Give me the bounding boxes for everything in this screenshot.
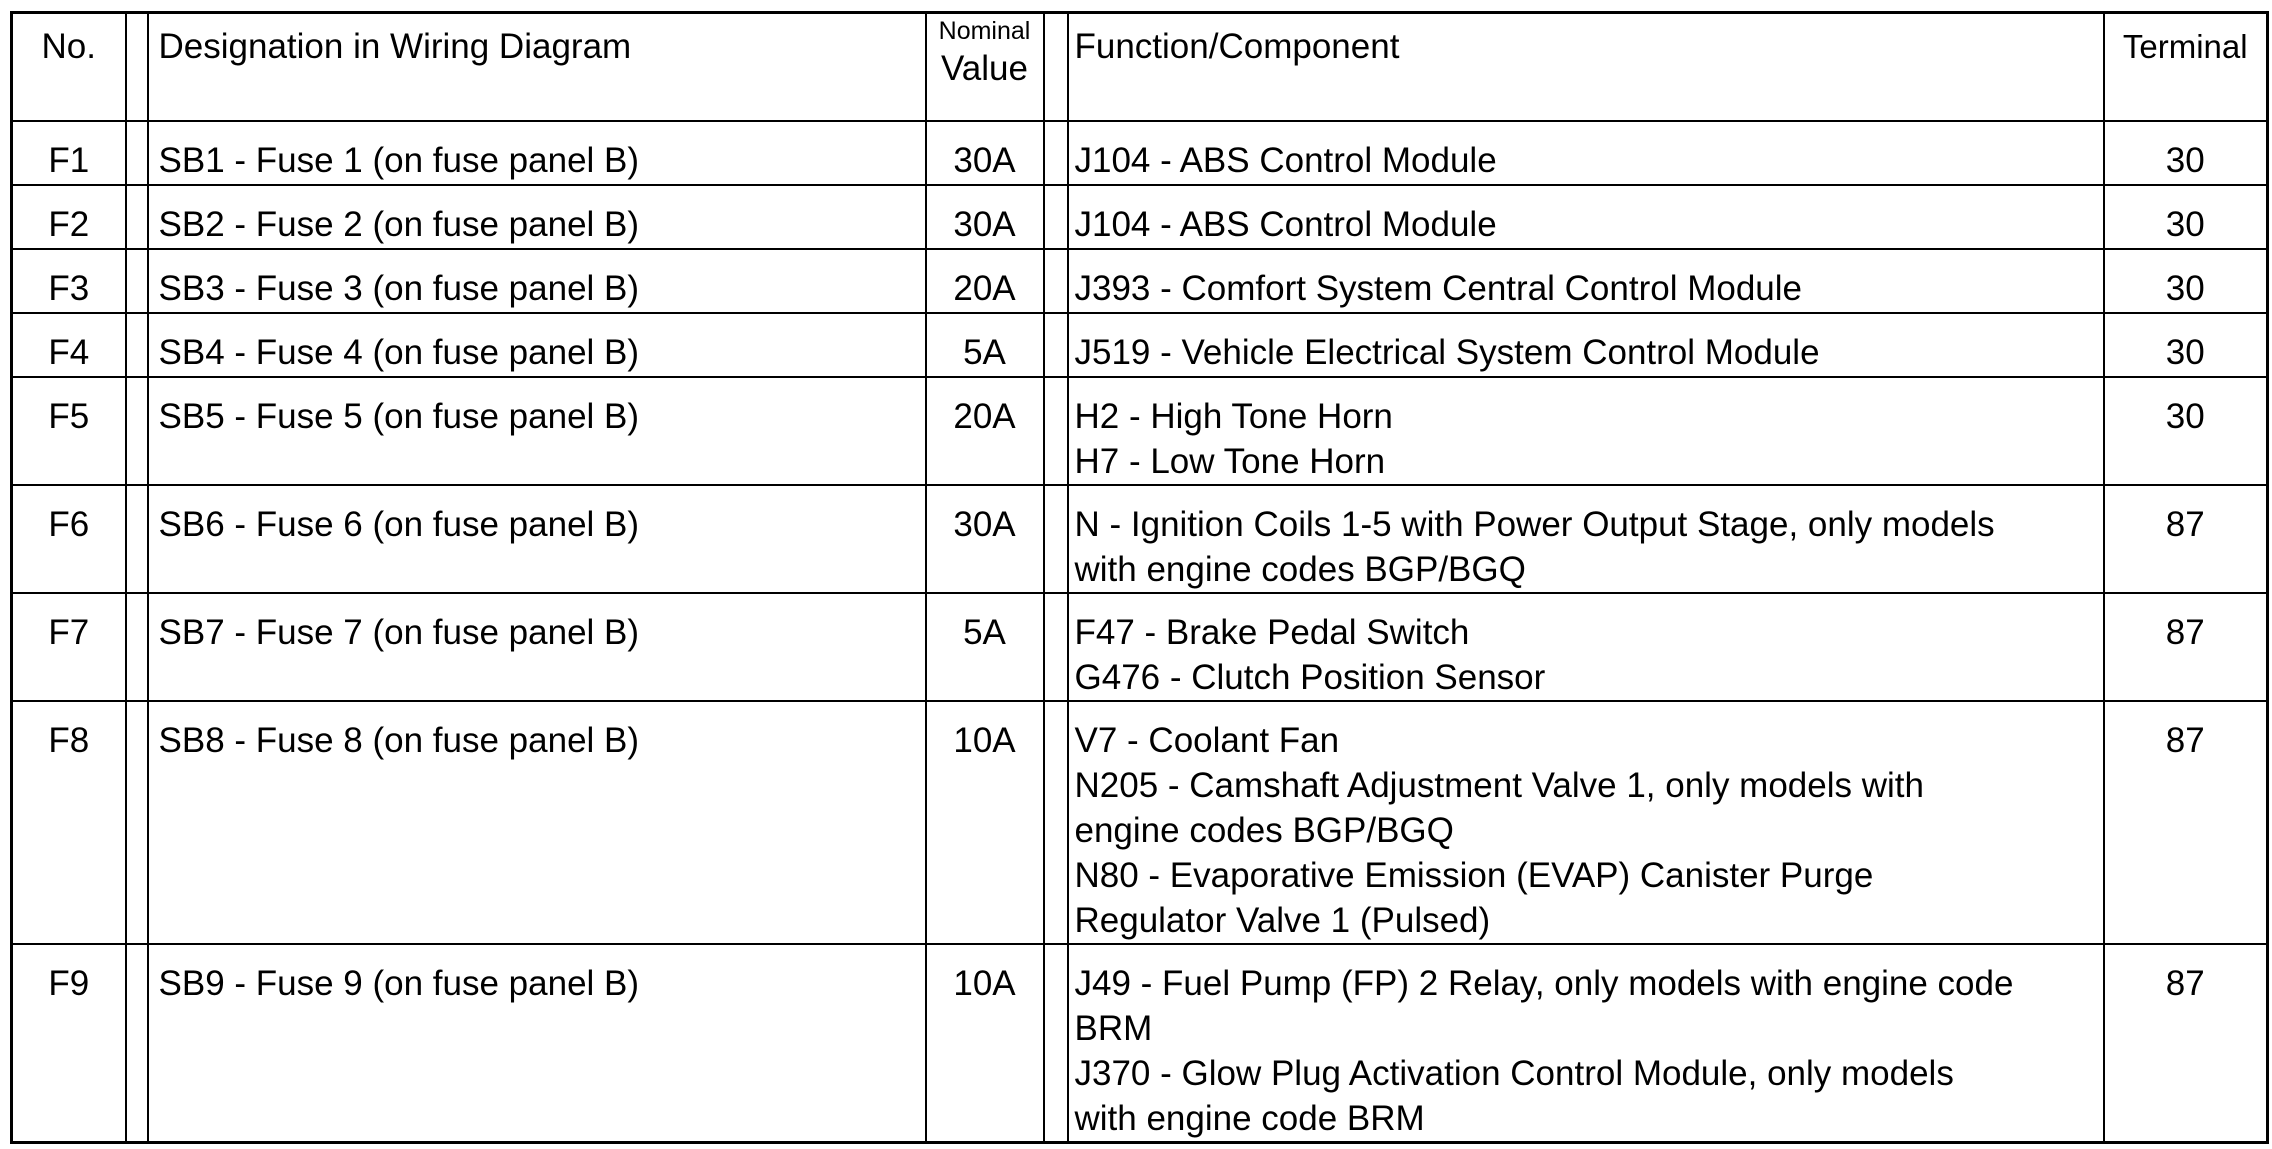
table-row — [12, 944, 2268, 1143]
function-line: with engine codes BGP/BGQ — [1074, 549, 1526, 589]
table-row — [12, 485, 2268, 593]
function-component — [1068, 377, 2104, 485]
spacer-cell — [126, 944, 148, 1143]
function-line: J370 - Glow Plug Activation Control Module, only models — [1074, 1053, 1954, 1093]
function-line: with engine code BRM — [1074, 1098, 1425, 1138]
nominal-value: 30A — [926, 185, 1044, 249]
fuse-designation: SB6 - Fuse 6 (on fuse panel B) — [148, 485, 926, 593]
spacer-cell — [1044, 593, 1068, 701]
header-row — [12, 13, 2268, 121]
nominal-value: 5A — [926, 313, 1044, 377]
spacer-cell — [126, 593, 148, 701]
header-spacer — [1044, 13, 1068, 121]
fuse-number: F7 — [12, 593, 126, 701]
header-terminal: Terminal — [2104, 13, 2268, 121]
spacer-cell — [126, 377, 148, 485]
function-component — [1068, 185, 2104, 249]
function-line: G476 - Clutch Position Sensor — [1074, 657, 1546, 697]
header-value-label: Value — [941, 49, 1028, 88]
function-component — [1068, 593, 2104, 701]
function-line: J393 - Comfort System Central Control Module — [1074, 268, 1802, 308]
header-spacer — [126, 13, 148, 121]
spacer-cell — [126, 249, 148, 313]
fuse-designation: SB8 - Fuse 8 (on fuse panel B) — [148, 701, 926, 944]
function-line: J104 - ABS Control Module — [1074, 204, 1497, 244]
function-line: J519 - Vehicle Electrical System Control Module — [1074, 332, 1820, 372]
function-component — [1068, 249, 2104, 313]
function-line: J49 - Fuel Pump (FP) 2 Relay, only models with engine code — [1074, 963, 2014, 1003]
nominal-value: 10A — [926, 701, 1044, 944]
spacer-cell — [1044, 313, 1068, 377]
function-line: N - Ignition Coils 1-5 with Power Output Stage, only models — [1074, 504, 1995, 544]
terminal: 30 — [2104, 377, 2268, 485]
fuse-number: F4 — [12, 313, 126, 377]
spacer-cell — [126, 701, 148, 944]
table-row — [12, 701, 2268, 944]
function-line: N205 - Camshaft Adjustment Valve 1, only models with — [1074, 765, 1924, 805]
table-body — [12, 121, 2268, 1143]
spacer-cell — [1044, 185, 1068, 249]
table-row — [12, 185, 2268, 249]
fuse-designation: SB4 - Fuse 4 (on fuse panel B) — [148, 313, 926, 377]
function-line: J104 - ABS Control Module — [1074, 140, 1497, 180]
table-row — [12, 249, 2268, 313]
nominal-value: 5A — [926, 593, 1044, 701]
spacer-cell — [1044, 485, 1068, 593]
fuse-table — [10, 11, 2269, 1144]
nominal-value: 20A — [926, 377, 1044, 485]
terminal: 30 — [2104, 249, 2268, 313]
spacer-cell — [1044, 944, 1068, 1143]
header-nominal-value — [926, 13, 1044, 121]
function-line: F47 - Brake Pedal Switch — [1074, 612, 1470, 652]
function-component — [1068, 701, 2104, 944]
function-line: Regulator Valve 1 (Pulsed) — [1074, 900, 1491, 940]
fuse-designation: SB1 - Fuse 1 (on fuse panel B) — [148, 121, 926, 185]
spacer-cell — [126, 313, 148, 377]
function-line: H2 - High Tone Horn — [1074, 396, 1393, 436]
fuse-number: F1 — [12, 121, 126, 185]
function-component — [1068, 313, 2104, 377]
fuse-number: F3 — [12, 249, 126, 313]
header-nominal-label: Nominal — [938, 17, 1031, 45]
spacer-cell — [1044, 377, 1068, 485]
function-line: engine codes BGP/BGQ — [1074, 810, 1454, 850]
nominal-value: 30A — [926, 485, 1044, 593]
fuse-designation: SB2 - Fuse 2 (on fuse panel B) — [148, 185, 926, 249]
terminal: 87 — [2104, 944, 2268, 1143]
table-row — [12, 121, 2268, 185]
function-component — [1068, 944, 2104, 1143]
spacer-cell — [126, 485, 148, 593]
fuse-number: F2 — [12, 185, 126, 249]
function-component — [1068, 121, 2104, 185]
header-function: Function/Component — [1068, 13, 2104, 121]
table-row — [12, 593, 2268, 701]
terminal: 30 — [2104, 185, 2268, 249]
nominal-value: 30A — [926, 121, 1044, 185]
fuse-designation: SB3 - Fuse 3 (on fuse panel B) — [148, 249, 926, 313]
terminal: 30 — [2104, 121, 2268, 185]
function-line: V7 - Coolant Fan — [1074, 720, 1340, 760]
nominal-value: 10A — [926, 944, 1044, 1143]
fuse-number: F8 — [12, 701, 126, 944]
nominal-value: 20A — [926, 249, 1044, 313]
spacer-cell — [1044, 249, 1068, 313]
spacer-cell — [1044, 121, 1068, 185]
spacer-cell — [126, 185, 148, 249]
header-no: No. — [12, 13, 126, 121]
spacer-cell — [1044, 701, 1068, 944]
function-line: N80 - Evaporative Emission (EVAP) Canister Purge — [1074, 855, 1874, 895]
terminal: 87 — [2104, 593, 2268, 701]
table-row — [12, 313, 2268, 377]
function-component — [1068, 485, 2104, 593]
function-line: H7 - Low Tone Horn — [1074, 441, 1386, 481]
fuse-designation: SB7 - Fuse 7 (on fuse panel B) — [148, 593, 926, 701]
function-line: BRM — [1074, 1008, 1153, 1048]
table-row — [12, 377, 2268, 485]
fuse-designation: SB5 - Fuse 5 (on fuse panel B) — [148, 377, 926, 485]
fuse-designation: SB9 - Fuse 9 (on fuse panel B) — [148, 944, 926, 1143]
terminal: 30 — [2104, 313, 2268, 377]
terminal: 87 — [2104, 701, 2268, 944]
spacer-cell — [126, 121, 148, 185]
fuse-number: F5 — [12, 377, 126, 485]
header-designation: Designation in Wiring Diagram — [148, 13, 926, 121]
fuse-number: F9 — [12, 944, 126, 1143]
terminal: 87 — [2104, 485, 2268, 593]
fuse-number: F6 — [12, 485, 126, 593]
